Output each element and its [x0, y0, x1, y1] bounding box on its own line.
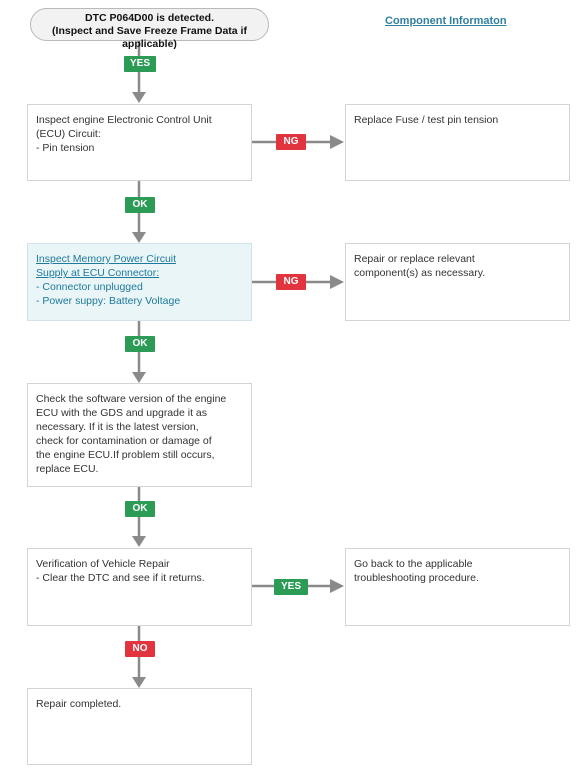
step4-line: - Clear the DTC and see if it returns. [36, 572, 205, 584]
step1-ok-badge: OK [125, 197, 155, 213]
step4-side-text: troubleshooting procedure. [354, 572, 479, 584]
step4-box [27, 548, 252, 626]
start-terminal [30, 8, 269, 50]
step5-line: Repair completed. [36, 698, 122, 710]
start-yes-badge: YES [124, 56, 156, 72]
step3-box [27, 383, 252, 487]
step4-side-box [345, 548, 570, 626]
step2-line: - Connector unplugged [36, 281, 143, 293]
step3-ok-badge: OK [125, 501, 155, 517]
step3-line: the engine ECU.If problem still occurs, [36, 449, 215, 461]
step4-yes-badge: YES [274, 579, 308, 595]
step2-box [27, 243, 252, 321]
step3-line: check for contamination or damage of [36, 435, 212, 447]
step5-box [27, 688, 252, 765]
step1-line: - Pin tension [36, 142, 95, 154]
step2-line: - Power suppy: Battery Voltage [36, 295, 181, 307]
step2-link-line[interactable]: Supply at ECU Connector: [36, 267, 160, 279]
step1-side-text: Replace Fuse / test pin tension [354, 114, 499, 126]
step1-side-box [345, 104, 570, 181]
step2-ok-badge: OK [125, 336, 155, 352]
start-title: DTC P064D00 is detected. [85, 12, 214, 24]
step2-side-box [345, 243, 570, 321]
step1-line: (ECU) Circuit: [36, 128, 101, 140]
step4-line: Verification of Vehicle Repair [36, 558, 170, 570]
step1-box [27, 104, 252, 181]
step1-ng-badge: NG [276, 134, 306, 150]
step2-ng-badge: NG [276, 274, 306, 290]
step2-side-text: Repair or replace relevant [354, 253, 475, 265]
step4-no-badge: NO [125, 641, 155, 657]
step2-link-line[interactable]: Inspect Memory Power Circuit [36, 253, 177, 265]
step4-side-text: Go back to the applicable [354, 558, 473, 570]
step3-line: replace ECU. [36, 463, 99, 475]
step3-line: Check the software version of the engine [36, 393, 227, 405]
start-subtitle: (Inspect and Save Freeze Frame Data if applicable) [52, 25, 247, 50]
step2-side-text: component(s) as necessary. [354, 267, 486, 279]
step3-line: ECU with the GDS and upgrade it as [36, 407, 208, 419]
component-information-link[interactable]: Component Informaton [385, 15, 507, 27]
step1-line: Inspect engine Electronic Control Unit [36, 114, 212, 126]
step3-line: necessary. If it is the latest version, [36, 421, 199, 433]
